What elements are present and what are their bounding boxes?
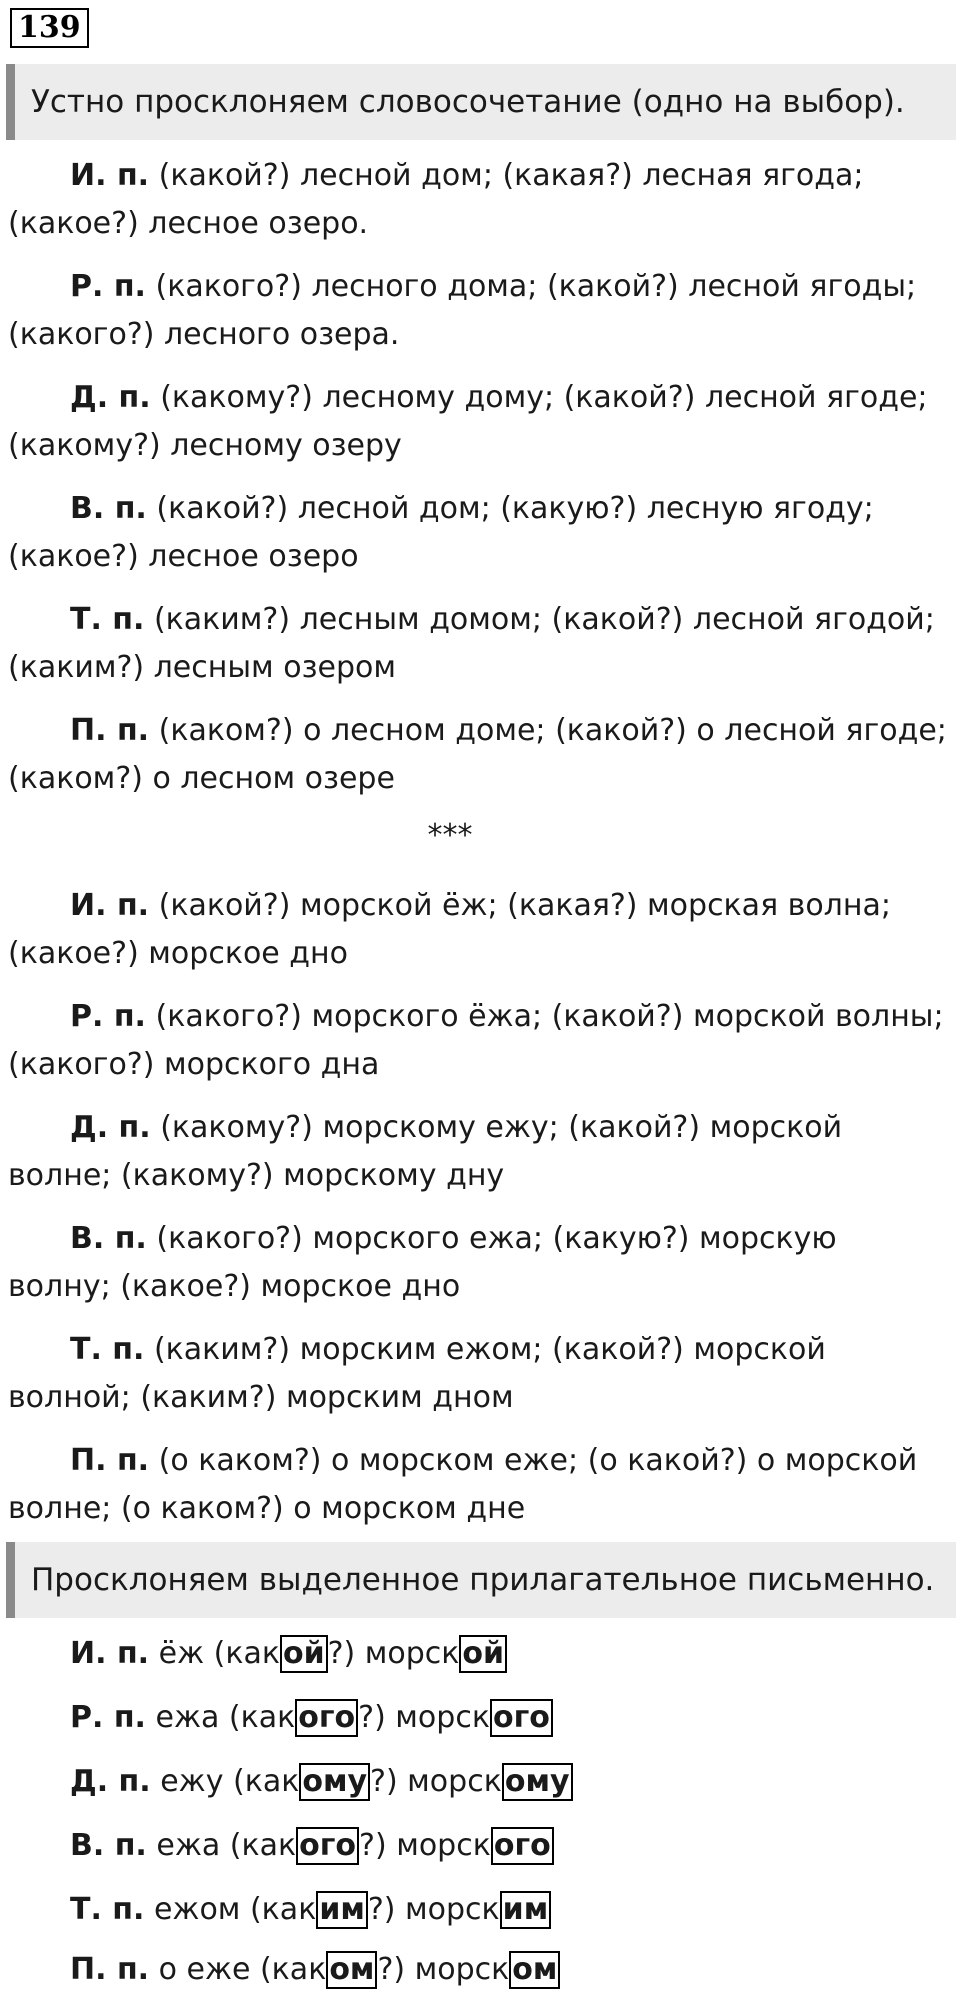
case-label: П. п. [70, 713, 150, 748]
ending-box: ого [490, 1699, 553, 1737]
instruction-banner-oral: Устно просклоняем словосочетание (одно на выбор). [6, 64, 956, 140]
case-label: Р. п. [70, 269, 146, 304]
row-text: (какому?) морскому ежу; (какой?) морской волне; (какому?) морскому дну [8, 1110, 843, 1193]
adjective-stem: ?) морск [367, 1892, 500, 1927]
declension-row-lesnoy-nominative [8, 152, 948, 248]
declension-row-lesnoy-accusative [8, 485, 948, 581]
written-declension-accusative [70, 1822, 554, 1870]
case-label: И. п. [70, 158, 150, 193]
task-number: 139 [10, 8, 89, 48]
case-label: Т. п. [70, 602, 145, 637]
noun-text: ёж (как [149, 1636, 280, 1671]
ending-box: ом [326, 1951, 377, 1989]
row-text: (какой?) лесной дом; (какая?) лесная ягода; (какое?) лесное озеро. [8, 158, 864, 241]
case-label: Р. п. [70, 1700, 146, 1735]
adjective-stem: ?) морск [327, 1636, 460, 1671]
declension-row-lesnoy-prepositional [8, 707, 948, 803]
row-text: (какого?) морского ёжа; (какой?) морской волны; (какого?) морского дна [8, 999, 944, 1082]
adjective-stem: ?) морск [358, 1700, 490, 1735]
declension-row-morskoy-prepositional [8, 1437, 948, 1533]
row-text: (каком?) о лесном доме; (какой?) о лесной ягоде; (каком?) о лесном озере [8, 713, 947, 796]
case-label: Д. п. [70, 380, 151, 415]
case-label: Р. п. [70, 999, 146, 1034]
declension-row-lesnoy-genitive [8, 263, 948, 359]
section-separator: *** [427, 818, 473, 853]
case-label: Д. п. [70, 1110, 151, 1145]
case-label: П. п. [70, 1952, 150, 1987]
case-label: И. п. [70, 888, 150, 923]
ending-box: ой [459, 1635, 507, 1673]
row-text: (о каком?) о морском еже; (о какой?) о морской волне; (о каком?) о морском дне [8, 1443, 918, 1526]
row-text: (какого?) морского ежа; (какую?) морскую волну; (какое?) морское дно [8, 1221, 837, 1304]
written-declension-genitive [70, 1694, 553, 1742]
ending-box: ой [280, 1635, 328, 1673]
ending-box: ого [296, 1827, 359, 1865]
row-text: (каким?) лесным домом; (какой?) лесной ягодой; (каким?) лесным озером [8, 602, 935, 685]
ending-box: ому [299, 1763, 370, 1801]
case-label: В. п. [70, 491, 147, 526]
row-text: (какому?) лесному дому; (какой?) лесной ягоде; (какому?) лесному озеру [8, 380, 928, 463]
adjective-stem: ?) морск [377, 1952, 510, 1987]
written-declension-prepositional [70, 1946, 560, 1994]
row-text: (какого?) лесного дома; (какой?) лесной ягоды; (какого?) лесного озера. [8, 269, 917, 352]
row-text: (какой?) лесной дом; (какую?) лесную ягоду; (какое?) лесное озеро [8, 491, 874, 574]
adjective-stem: ?) морск [370, 1764, 502, 1799]
case-label: Д. п. [70, 1764, 151, 1799]
noun-text: ежа (как [145, 1700, 296, 1735]
row-text: (каким?) морским ежом; (какой?) морской волной; (каким?) морским дном [8, 1332, 826, 1415]
declension-row-morskoy-nominative [8, 882, 948, 978]
ending-box: им [316, 1891, 368, 1929]
ending-box: ому [502, 1763, 573, 1801]
declension-row-morskoy-dative [8, 1104, 948, 1200]
declension-row-lesnoy-instrumental [8, 596, 948, 692]
case-label: И. п. [70, 1636, 150, 1671]
noun-text: ежа (как [146, 1828, 297, 1863]
noun-text: ежу (как [150, 1764, 300, 1799]
case-label: В. п. [70, 1221, 147, 1256]
case-label: Т. п. [70, 1332, 145, 1367]
ending-box: ого [295, 1699, 358, 1737]
noun-text: о еже (как [149, 1952, 327, 1987]
declension-row-morskoy-instrumental [8, 1326, 948, 1422]
ending-box: им [500, 1891, 552, 1929]
written-declension-instrumental [70, 1886, 551, 1934]
adjective-stem: ?) морск [359, 1828, 491, 1863]
case-label: В. п. [70, 1828, 147, 1863]
written-declension-dative [70, 1758, 573, 1806]
written-declension-nominative [70, 1630, 507, 1678]
declension-row-lesnoy-dative [8, 374, 948, 470]
declension-row-morskoy-accusative [8, 1215, 948, 1311]
declension-row-morskoy-genitive [8, 993, 948, 1089]
ending-box: ом [509, 1951, 560, 1989]
noun-text: ежом (как [144, 1892, 317, 1927]
row-text: (какой?) морской ёж; (какая?) морская волна; (какое?) морское дно [8, 888, 891, 971]
case-label: П. п. [70, 1443, 150, 1478]
case-label: Т. п. [70, 1892, 145, 1927]
instruction-banner-written: Просклоняем выделенное прилагательное письменно. [6, 1542, 956, 1618]
ending-box: ого [491, 1827, 554, 1865]
